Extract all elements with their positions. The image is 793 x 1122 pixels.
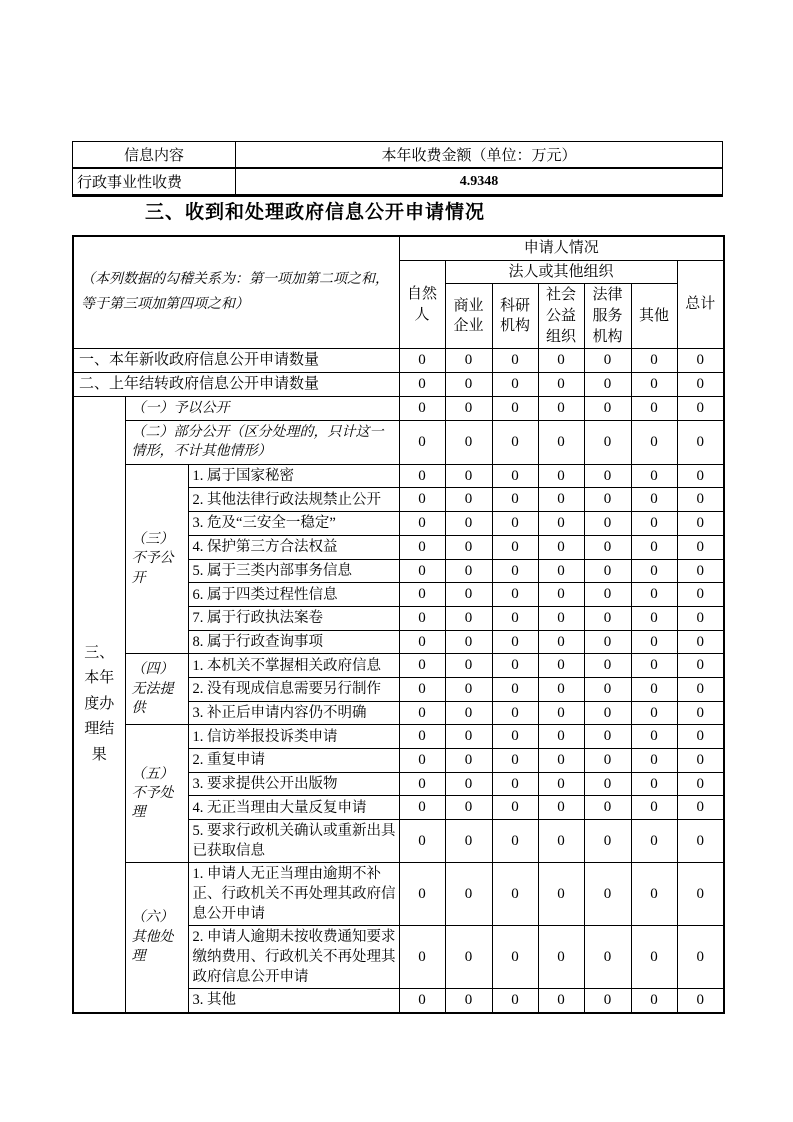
header-legal-org: 法人或其他组织 [445, 260, 677, 284]
item-label: 2. 重复申请 [188, 749, 399, 773]
value-cell: 0 [492, 677, 538, 701]
header-commercial-enterprise: 商业企业 [445, 284, 492, 349]
value-cell: 0 [538, 349, 584, 373]
row-label: 一、本年新收政府信息公开申请数量 [73, 349, 399, 373]
value-cell: 0 [492, 421, 538, 465]
value-cell: 0 [584, 512, 631, 536]
value-cell: 0 [399, 396, 445, 420]
header-social-welfare-org: 社会公益组织 [538, 284, 584, 349]
value-cell: 0 [584, 535, 631, 559]
item-label: 7. 属于行政执法案卷 [188, 606, 399, 630]
value-cell: 0 [399, 772, 445, 796]
subgroup-label: （一）予以公开 [125, 396, 399, 420]
item-label: 5. 属于三类内部事务信息 [188, 559, 399, 583]
value-cell: 0 [677, 396, 724, 420]
value-cell: 0 [584, 373, 631, 397]
value-cell: 0 [584, 677, 631, 701]
value-cell: 0 [399, 373, 445, 397]
value-cell: 0 [677, 488, 724, 512]
value-cell: 0 [584, 583, 631, 607]
value-cell: 0 [584, 559, 631, 583]
value-cell: 0 [584, 349, 631, 373]
value-cell: 0 [492, 725, 538, 749]
value-cell: 0 [584, 630, 631, 654]
value-cell: 0 [445, 535, 492, 559]
main-table-body [73, 236, 724, 1013]
value-cell: 0 [584, 488, 631, 512]
value-cell: 0 [399, 606, 445, 630]
value-cell: 0 [677, 583, 724, 607]
value-cell: 0 [538, 606, 584, 630]
table-row [73, 396, 724, 420]
value-cell: 0 [631, 926, 677, 989]
value-cell: 0 [445, 488, 492, 512]
value-cell: 0 [677, 606, 724, 630]
value-cell: 0 [445, 749, 492, 773]
value-cell: 0 [445, 396, 492, 420]
value-cell: 0 [538, 535, 584, 559]
value-cell: 0 [677, 464, 724, 488]
reconciliation-note: （本列数据的勾稽关系为：第一项加第二项之和，等于第三项加第四项之和） [73, 236, 399, 349]
value-cell: 0 [584, 863, 631, 926]
value-cell: 0 [584, 421, 631, 465]
value-cell: 0 [492, 535, 538, 559]
value-cell: 0 [631, 535, 677, 559]
value-cell: 0 [399, 701, 445, 725]
value-cell: 0 [584, 989, 631, 1013]
value-cell: 0 [538, 630, 584, 654]
value-cell: 0 [584, 926, 631, 989]
fee-table-row [73, 168, 723, 196]
value-cell: 0 [677, 926, 724, 989]
value-cell: 0 [399, 989, 445, 1013]
value-cell: 0 [538, 749, 584, 773]
value-cell: 0 [538, 421, 584, 465]
value-cell: 0 [677, 559, 724, 583]
header-natural-person: 自然人 [399, 260, 445, 349]
value-cell: 0 [399, 583, 445, 607]
value-cell: 0 [538, 863, 584, 926]
value-cell: 0 [445, 725, 492, 749]
fee-header-amount: 本年收费金额（单位：万元） [236, 142, 723, 169]
value-cell: 0 [492, 749, 538, 773]
value-cell: 0 [445, 796, 492, 820]
value-cell: 0 [445, 701, 492, 725]
value-cell: 0 [445, 349, 492, 373]
header-row-1 [73, 236, 724, 260]
value-cell: 0 [399, 725, 445, 749]
value-cell: 0 [538, 654, 584, 678]
fee-header-info-content: 信息内容 [73, 142, 236, 169]
value-cell: 0 [445, 512, 492, 536]
value-cell: 0 [538, 396, 584, 420]
value-cell: 0 [631, 820, 677, 863]
value-cell: 0 [538, 583, 584, 607]
table-row [73, 421, 724, 465]
value-cell: 0 [631, 606, 677, 630]
value-cell: 0 [399, 421, 445, 465]
value-cell: 0 [445, 863, 492, 926]
value-cell: 0 [631, 559, 677, 583]
value-cell: 0 [399, 820, 445, 863]
item-label: 3. 要求提供公开出版物 [188, 772, 399, 796]
value-cell: 0 [399, 512, 445, 536]
value-cell: 0 [631, 349, 677, 373]
value-cell: 0 [631, 863, 677, 926]
value-cell: 0 [492, 654, 538, 678]
value-cell: 0 [399, 535, 445, 559]
value-cell: 0 [631, 772, 677, 796]
value-cell: 0 [492, 606, 538, 630]
item-label: 3. 危及“三安全一稳定” [188, 512, 399, 536]
header-legal-service-org: 法律服务机构 [584, 284, 631, 349]
fee-row-value: 4.9348 [236, 168, 723, 196]
value-cell: 0 [631, 796, 677, 820]
value-cell: 0 [492, 464, 538, 488]
applications-table [72, 235, 725, 1014]
value-cell: 0 [399, 488, 445, 512]
value-cell: 0 [399, 630, 445, 654]
header-other-org: 其他 [631, 284, 677, 349]
table-row [73, 863, 724, 926]
value-cell: 0 [631, 464, 677, 488]
item-label: 1. 属于国家秘密 [188, 464, 399, 488]
value-cell: 0 [631, 396, 677, 420]
value-cell: 0 [677, 863, 724, 926]
value-cell: 0 [399, 349, 445, 373]
value-cell: 0 [677, 654, 724, 678]
item-label: 2. 没有现成信息需要另行制作 [188, 677, 399, 701]
value-cell: 0 [399, 749, 445, 773]
value-cell: 0 [631, 701, 677, 725]
value-cell: 0 [445, 677, 492, 701]
value-cell: 0 [677, 535, 724, 559]
value-cell: 0 [631, 583, 677, 607]
value-cell: 0 [492, 772, 538, 796]
header-research-institution: 科研机构 [492, 284, 538, 349]
value-cell: 0 [492, 349, 538, 373]
value-cell: 0 [538, 725, 584, 749]
value-cell: 0 [677, 421, 724, 465]
value-cell: 0 [631, 654, 677, 678]
value-cell: 0 [631, 989, 677, 1013]
value-cell: 0 [677, 701, 724, 725]
value-cell: 0 [492, 701, 538, 725]
value-cell: 0 [584, 396, 631, 420]
item-label: 2. 申请人逾期未按收费通知要求缴纳费用、行政机关不再处理其政府信息公开申请 [188, 926, 399, 989]
section-title: 三、收到和处理政府信息公开申请情况 [145, 202, 486, 223]
value-cell: 0 [492, 559, 538, 583]
fee-table-header-row [73, 142, 723, 169]
value-cell: 0 [677, 630, 724, 654]
value-cell: 0 [631, 725, 677, 749]
value-cell: 0 [584, 796, 631, 820]
value-cell: 0 [631, 677, 677, 701]
value-cell: 0 [677, 349, 724, 373]
value-cell: 0 [538, 701, 584, 725]
value-cell: 0 [584, 701, 631, 725]
subgroup-label: （四）无法提供 [125, 654, 188, 725]
value-cell: 0 [492, 820, 538, 863]
value-cell: 0 [677, 820, 724, 863]
subgroup-label: （五）不予处理 [125, 725, 188, 863]
value-cell: 0 [399, 863, 445, 926]
item-label: 1. 信访举报投诉类申请 [188, 725, 399, 749]
value-cell: 0 [538, 926, 584, 989]
value-cell: 0 [492, 583, 538, 607]
item-label: 3. 补正后申请内容仍不明确 [188, 701, 399, 725]
value-cell: 0 [538, 488, 584, 512]
table-row [73, 654, 724, 678]
value-cell: 0 [492, 989, 538, 1013]
value-cell: 0 [538, 512, 584, 536]
item-label: 3. 其他 [188, 989, 399, 1013]
table-row [73, 349, 724, 373]
value-cell: 0 [492, 630, 538, 654]
result-group-label: 三、本年度办理结果 [73, 396, 125, 1012]
item-label: 1. 本机关不掌握相关政府信息 [188, 654, 399, 678]
table-row [73, 373, 724, 397]
value-cell: 0 [677, 796, 724, 820]
value-cell: 0 [399, 464, 445, 488]
value-cell: 0 [677, 772, 724, 796]
table-row [73, 464, 724, 488]
value-cell: 0 [445, 606, 492, 630]
value-cell: 0 [445, 772, 492, 796]
value-cell: 0 [631, 373, 677, 397]
value-cell: 0 [677, 749, 724, 773]
value-cell: 0 [445, 464, 492, 488]
value-cell: 0 [492, 373, 538, 397]
value-cell: 0 [399, 677, 445, 701]
value-cell: 0 [492, 796, 538, 820]
item-label: 4. 保护第三方合法权益 [188, 535, 399, 559]
row-label: 二、上年结转政府信息公开申请数量 [73, 373, 399, 397]
value-cell: 0 [538, 820, 584, 863]
value-cell: 0 [631, 512, 677, 536]
value-cell: 0 [631, 421, 677, 465]
fee-table [72, 141, 723, 197]
value-cell: 0 [538, 677, 584, 701]
value-cell: 0 [399, 559, 445, 583]
value-cell: 0 [677, 725, 724, 749]
subgroup-label: （二）部分公开（区分处理的，只计这一情形，不计其他情形） [125, 421, 399, 465]
item-label: 5. 要求行政机关确认或重新出具已获取信息 [188, 820, 399, 863]
value-cell: 0 [677, 373, 724, 397]
item-label: 4. 无正当理由大量反复申请 [188, 796, 399, 820]
value-cell: 0 [584, 654, 631, 678]
value-cell: 0 [677, 677, 724, 701]
value-cell: 0 [445, 373, 492, 397]
value-cell: 0 [445, 926, 492, 989]
value-cell: 0 [538, 373, 584, 397]
value-cell: 0 [492, 512, 538, 536]
subgroup-label: （三）不予公开 [125, 464, 188, 654]
value-cell: 0 [631, 749, 677, 773]
value-cell: 0 [584, 772, 631, 796]
header-applicant-situation: 申请人情况 [399, 236, 724, 260]
value-cell: 0 [399, 654, 445, 678]
value-cell: 0 [538, 772, 584, 796]
item-label: 2. 其他法律行政法规禁止公开 [188, 488, 399, 512]
fee-row-name: 行政事业性收费 [73, 168, 236, 196]
value-cell: 0 [538, 464, 584, 488]
header-total: 总计 [677, 260, 724, 349]
value-cell: 0 [492, 926, 538, 989]
item-label: 8. 属于行政查询事项 [188, 630, 399, 654]
value-cell: 0 [584, 749, 631, 773]
value-cell: 0 [584, 725, 631, 749]
value-cell: 0 [584, 820, 631, 863]
value-cell: 0 [538, 989, 584, 1013]
item-label: 6. 属于四类过程性信息 [188, 583, 399, 607]
value-cell: 0 [399, 926, 445, 989]
value-cell: 0 [492, 863, 538, 926]
value-cell: 0 [492, 396, 538, 420]
value-cell: 0 [445, 583, 492, 607]
value-cell: 0 [631, 488, 677, 512]
item-label: 1. 申请人无正当理由逾期不补正、行政机关不再处理其政府信息公开申请 [188, 863, 399, 926]
value-cell: 0 [584, 606, 631, 630]
value-cell: 0 [677, 512, 724, 536]
subgroup-label: （六）其他处理 [125, 863, 188, 1013]
value-cell: 0 [538, 796, 584, 820]
value-cell: 0 [445, 654, 492, 678]
value-cell: 0 [445, 421, 492, 465]
value-cell: 0 [492, 488, 538, 512]
value-cell: 0 [445, 820, 492, 863]
value-cell: 0 [584, 464, 631, 488]
value-cell: 0 [538, 559, 584, 583]
value-cell: 0 [445, 989, 492, 1013]
table-row [73, 725, 724, 749]
value-cell: 0 [445, 630, 492, 654]
value-cell: 0 [631, 630, 677, 654]
value-cell: 0 [399, 796, 445, 820]
value-cell: 0 [445, 559, 492, 583]
value-cell: 0 [677, 989, 724, 1013]
